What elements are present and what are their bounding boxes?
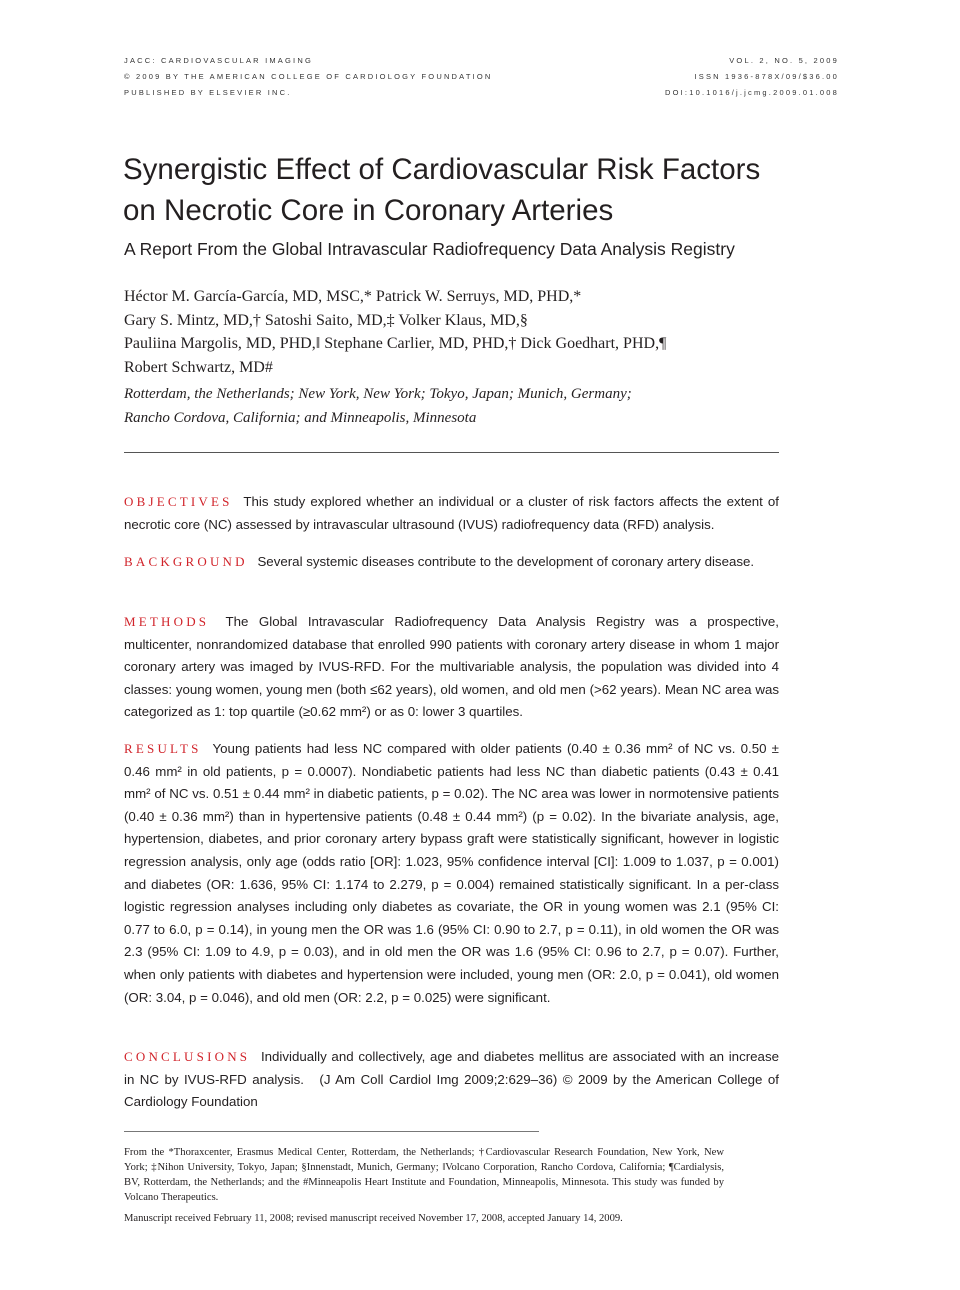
section-label-background: BACKGROUND (124, 554, 248, 569)
results-text: Young patients had less NC compared with older patients (0.40 ± 0.36 mm² of NC vs. 0.50 ± 0.46 mm² in old patients, p = 0.0007). Nondiabetic patients had less NC than diabetic patients (0.43 ± 0.41 mm² of NC vs. 0.51 ± 0.44 mm² in diabetic patients, p = 0.02). The NC area was lower in normotensive patients (0.40 ± 0.36 mm²) than in hypertensive patients (0.48 ± 0.44 mm²) (p = 0.02). In the bivariate analysis, age, hypertension, diabetes, and prior coronary artery bypass graft were statistically significant, however in logistic regression analysis, only age (odds ratio [OR]: 1.023, 95% confidence interval [CI]: 1.009 to 1.037, p = 0.001) and diabetes (OR: 1.636, 95% CI: 1.174 to 2.279, p = 0.004) remained statistically significant. In a per-class logistic regression analyses including only diabetes as covariate, the OR in young women was 2.1 (95% CI: 0.77 to 6.0, p = 0.14), in young men the OR was 1.6 (95% CI: 0.90 to 2.7, p = 0.11), in old women the OR was 2.3 (95% CI: 1.09 to 4.9, p = 0.03), and in old men the OR was 1.6 (95% CI: 0.96 to 2.7, p = 0.07). Further, when only patients with diabetes and hypertension were included, young men (OR: 2.0, p = 0.041), old women (OR: 3.04, p = 0.046), and old men (OR: 2.2, p = 0.025) were significant. (124, 741, 779, 1005)
article-subtitle: A Report From the Global Intravascular Radiofrequency Data Analysis Registry (124, 239, 735, 259)
author-line: Héctor M. García-García, MD, MSC,* Patrick W. Serruys, MD, PHD,* (124, 288, 582, 305)
abstract-conclusions (124, 1046, 779, 1114)
abstract-methods (124, 611, 779, 724)
divider (124, 452, 779, 453)
author-line: Gary S. Mintz, MD,† Satoshi Saito, MD,‡ Volker Klaus, MD,§ (124, 311, 528, 329)
doi-line: DOI:10.1016/j.jcmg.2009.01.008 (665, 88, 839, 97)
section-label-objectives: OBJECTIVES (124, 494, 233, 509)
issn-line: ISSN 1936-878X/09/$36.00 (694, 72, 839, 81)
affiliation-line: Rancho Cordova, California; and Minneapolis, Minnesota (124, 409, 477, 426)
author-line: Robert Schwartz, MD# (124, 358, 273, 376)
publisher-line: PUBLISHED BY ELSEVIER INC. (124, 88, 292, 97)
background-text: Several systemic diseases contribute to the development of coronary artery disease. (257, 554, 755, 569)
footnote-divider (124, 1131, 539, 1132)
title-line-1: Synergistic Effect of Cardiovascular Risk Factors (123, 153, 761, 186)
footnote-affiliations: From the *Thoraxcenter, Erasmus Medical Center, Rotterdam, the Netherlands; †Cardiovascular Research Foundation, New York, New York; ‡Nihon University, Tokyo, Japan; §Innenstadt, Munich, Germany; ‖Volcano Corporation, Rancho Cordova, California; ¶Cardialysis, BV, Rotterdam, the Netherlands; and the #Minneapolis Heart Institute and Foundation, Minneapolis, Minnesota. This study was funded by Volcano Therapeutics. (124, 1147, 724, 1203)
article-title (123, 149, 823, 231)
author-line: Pauliina Margolis, MD, PHD,‖ Stephane Carlier, MD, PHD,† Dick Goedhart, PHD,¶ (124, 335, 667, 352)
abstract-objectives (124, 491, 779, 536)
abstract-results (124, 738, 779, 1009)
section-label-methods: METHODS (124, 614, 210, 629)
abstract-background (124, 551, 779, 574)
section-label-conclusions: CONCLUSIONS (124, 1049, 251, 1064)
copyright-line: © 2009 BY THE AMERICAN COLLEGE OF CARDIOLOGY FOUNDATION (124, 72, 493, 81)
footnote-manuscript-dates: Manuscript received February 11, 2008; revised manuscript received November 17, 2008, accepted January 14, 2009. (124, 1213, 623, 1224)
author-list (124, 285, 804, 379)
affiliation-locations (124, 383, 804, 430)
conclusions-text: Individually and collectively, age and diabetes mellitus are associated with an increase in NC by IVUS-RFD analysis. (124, 1049, 779, 1087)
volume-line: VOL. 2, NO. 5, 2009 (729, 56, 839, 65)
citation-text: (J Am Coll Cardiol Img 2009;2:629–36) © 2009 by the American College of Cardiology Foundation (124, 1071, 779, 1110)
journal-name: JACC: CARDIOVASCULAR IMAGING (124, 56, 313, 65)
title-line-2: on Necrotic Core in Coronary Arteries (123, 194, 614, 227)
methods-text: The Global Intravascular Radiofrequency Data Analysis Registry was a prospective, multicenter, nonrandomized database that enrolled 990 patients with coronary artery disease in whom 1 major coronary artery was imaged by IVUS-RFD. For the multivariable analysis, the population was divided into 4 classes: young women, young men (both ≤62 years), old women, and old men (>62 years). Mean NC area was categorized as 1: top quartile (≥0.62 mm²) or as 0: lower 3 quartiles. (124, 614, 779, 720)
objectives-text: This study explored whether an individual or a cluster of risk factors affects the extent of necrotic core (NC) assessed by intravascular ultrasound (IVUS) radiofrequency data (RFD) analysis. (124, 494, 779, 532)
affiliation-line: Rotterdam, the Netherlands; New York, New York; Tokyo, Japan; Munich, Germany; (124, 386, 632, 402)
section-label-results: RESULTS (124, 741, 202, 756)
